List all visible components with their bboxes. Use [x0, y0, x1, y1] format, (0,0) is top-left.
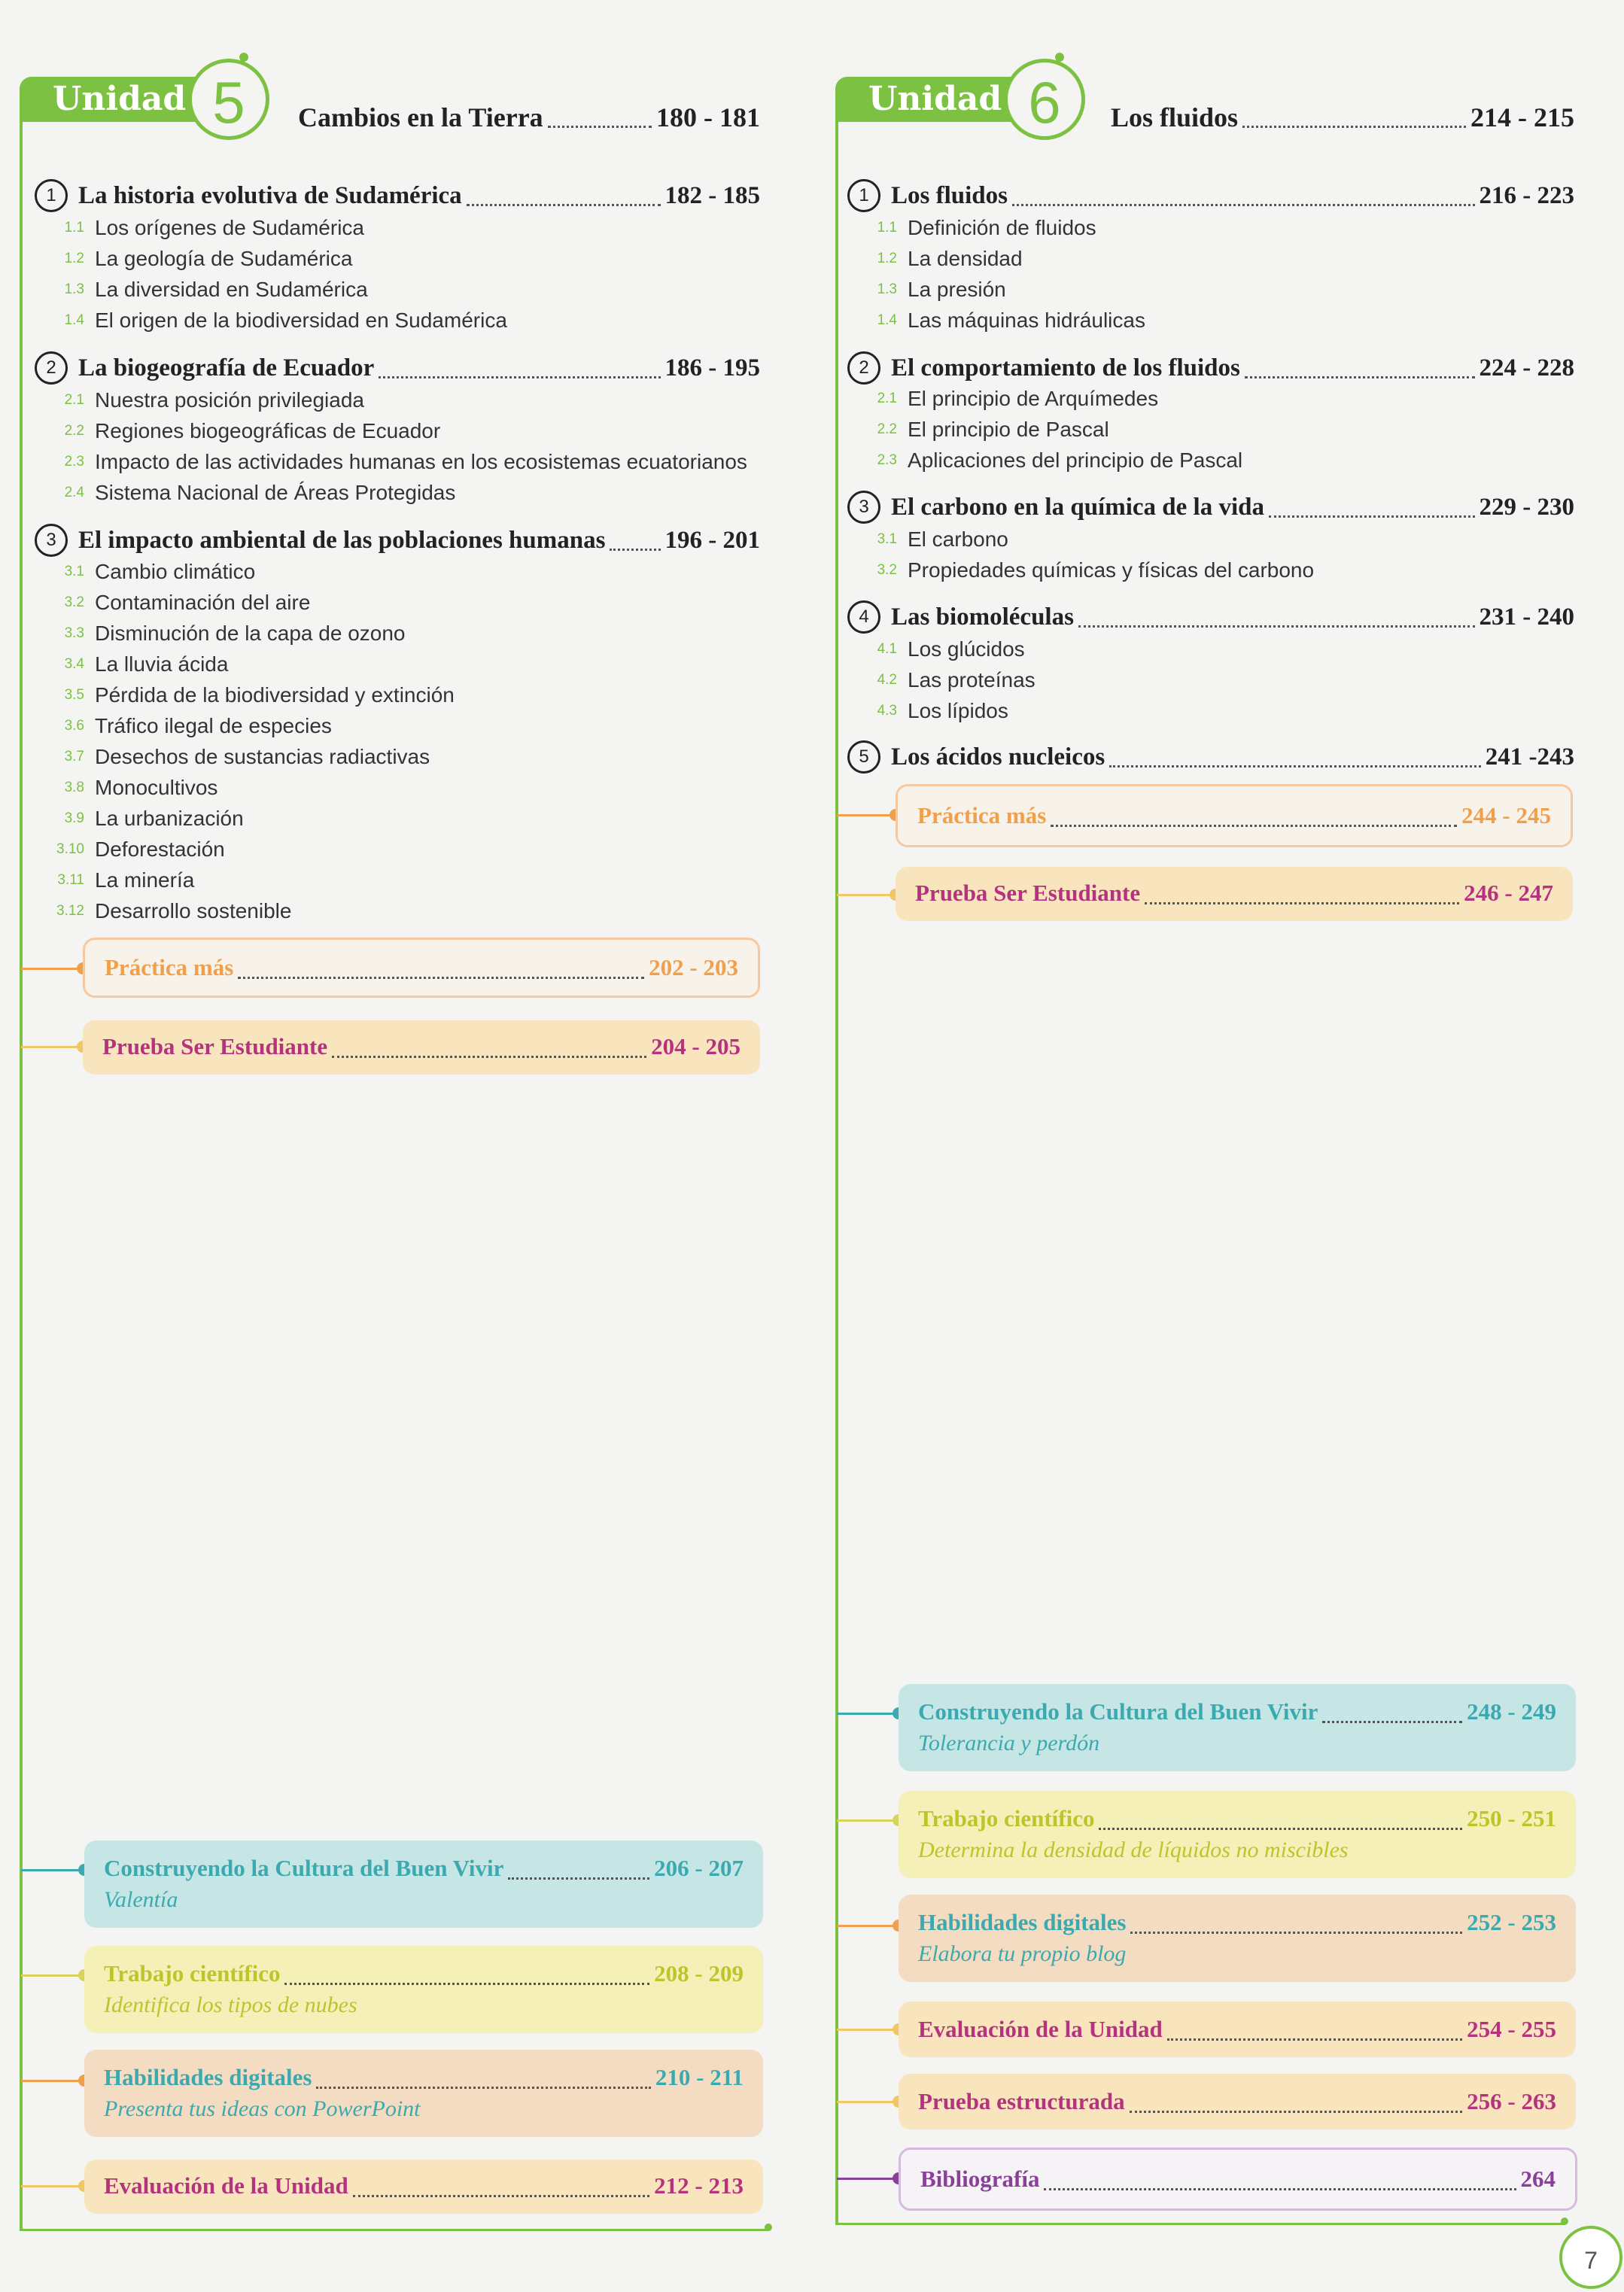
lesson-title: La biogeografía de Ecuador	[78, 354, 375, 381]
u6-lesson-1[interactable]	[847, 179, 1574, 212]
u6-cultura-box[interactable]	[899, 1684, 1576, 1771]
unit6-end-dot	[1561, 2218, 1568, 2225]
sub-number: 3.3	[64, 625, 84, 641]
u6-habilidades-box[interactable]	[899, 1895, 1576, 1982]
practica-pages: 202 - 203	[649, 954, 738, 980]
u5-trabajo-box[interactable]	[84, 1946, 763, 2033]
sub-title: Propiedades químicas y físicas del carbono	[908, 558, 1315, 582]
trabajo-subtitle: Identifica los tipos de nubes	[104, 1993, 357, 2017]
u6-sub[interactable]	[862, 384, 1158, 414]
dot-leader	[1078, 625, 1475, 628]
u5-sub[interactable]	[50, 649, 228, 679]
sub-number: 3.8	[64, 780, 84, 795]
lesson-number: 3	[35, 524, 68, 557]
u5-lesson-1[interactable]	[35, 179, 760, 212]
u5-sub[interactable]	[50, 385, 364, 415]
sub-number: 3.11	[57, 872, 84, 888]
trabajo-subtitle: Determina la densidad de líquidos no miscibles	[918, 1838, 1349, 1862]
u6-lesson-3[interactable]	[847, 491, 1574, 524]
sub-title: La diversidad en Sudamérica	[95, 278, 368, 301]
unit5-number: 5	[188, 59, 269, 140]
lesson-title: Los fluidos	[891, 181, 1008, 209]
u5-sub[interactable]	[50, 447, 747, 477]
sub-title: Pérdida de la biodiversidad y extinción	[95, 683, 455, 707]
sub-title: Tráfico ilegal de especies	[95, 714, 332, 737]
u6-sub[interactable]	[862, 275, 1006, 305]
sub-title: Impacto de las actividades humanas en los ecosistemas ecuatorianos	[95, 450, 747, 473]
connector-line	[21, 1046, 83, 1048]
lesson-number: 2	[847, 351, 880, 385]
lesson-title: Los ácidos nucleicos	[891, 743, 1105, 771]
connector-line	[21, 1869, 84, 1871]
connector-line	[21, 2185, 84, 2187]
sub-title: Desechos de sustancias radiactivas	[95, 745, 430, 768]
dot-leader	[379, 376, 660, 378]
u6-sub[interactable]	[862, 696, 1008, 726]
sub-title: Desarrollo sostenible	[95, 899, 292, 923]
prueba-title: Prueba Ser Estudiante	[102, 1033, 328, 1059]
dot-leader	[1051, 825, 1457, 827]
u6-lesson-5[interactable]	[847, 740, 1574, 774]
sub-title: Nuestra posición privilegiada	[95, 388, 364, 412]
u5-lesson-3[interactable]	[35, 524, 760, 557]
sub-number: 3.12	[56, 903, 84, 919]
lesson-pages: 229 - 230	[1479, 493, 1574, 521]
habilidades-subtitle: Presenta tus ideas con PowerPoint	[104, 2096, 421, 2121]
u5-sub[interactable]	[50, 834, 225, 865]
unit6-title-row[interactable]	[1111, 101, 1574, 134]
sub-title: Sistema Nacional de Áreas Protegidas	[95, 481, 456, 504]
sub-number: 2.2	[877, 421, 897, 437]
dot-leader	[316, 2087, 650, 2089]
u6-trabajo-box[interactable]	[899, 1791, 1576, 1878]
u6-bibliografia-box[interactable]	[899, 2148, 1577, 2211]
evaluacion-pages: 212 - 213	[654, 2172, 744, 2199]
u6-estructurada-box[interactable]	[899, 2074, 1576, 2129]
dot-leader	[610, 549, 660, 551]
u5-cultura-box[interactable]	[84, 1841, 763, 1928]
dot-leader	[1109, 765, 1481, 768]
sub-number: 3.2	[877, 562, 897, 578]
sub-number: 1.4	[64, 312, 84, 328]
sub-title: El principio de Pascal	[908, 418, 1109, 441]
sub-number: 1.2	[877, 251, 897, 266]
trabajo-title: Trabajo científico	[918, 1805, 1095, 1831]
u5-sub[interactable]	[50, 478, 455, 508]
unit5-title-row[interactable]	[298, 101, 760, 134]
dot-leader	[1242, 126, 1466, 128]
cultura-subtitle: Valentía	[104, 1887, 178, 1912]
unit6-label: Unidad	[868, 80, 1002, 118]
u6-sub[interactable]	[862, 524, 1008, 555]
cultura-title: Construyendo la Cultura del Buen Vivir	[918, 1698, 1318, 1725]
sub-title: El origen de la biodiversidad en Sudamérica	[95, 309, 507, 332]
dot-leader	[1044, 2188, 1516, 2190]
practica-pages: 244 - 245	[1461, 802, 1551, 828]
habilidades-subtitle: Elabora tu propio blog	[918, 1941, 1127, 1966]
unit5-decor-dot	[239, 53, 248, 62]
sub-title: Contaminación del aire	[95, 591, 311, 614]
u5-sub[interactable]	[50, 896, 291, 926]
cultura-subtitle: Tolerancia y perdón	[918, 1731, 1100, 1755]
u5-sub[interactable]	[50, 711, 332, 741]
u6-lesson-2[interactable]	[847, 351, 1574, 385]
u6-sub[interactable]	[862, 665, 1036, 695]
unit6-timeline	[835, 113, 838, 2224]
dot-leader	[284, 1983, 649, 1985]
sub-title: Disminución de la capa de ozono	[95, 622, 406, 645]
connector-line	[837, 1713, 899, 1715]
connector-line	[21, 968, 83, 970]
lesson-title: La historia evolutiva de Sudamérica	[78, 181, 462, 209]
dot-leader	[1145, 902, 1459, 904]
bibliografia-pages: 264	[1520, 2166, 1556, 2192]
connector-line	[837, 1819, 899, 1822]
lesson-title: El impacto ambiental de las poblaciones humanas	[78, 526, 606, 554]
lesson-number: 4	[847, 600, 880, 634]
connector-line	[837, 2101, 899, 2103]
dot-leader	[548, 126, 652, 128]
sub-number: 3.5	[64, 687, 84, 703]
dot-leader	[332, 1056, 646, 1058]
sub-number: 2.1	[877, 391, 897, 406]
sub-title: Los glúcidos	[908, 637, 1025, 661]
unit5-baseline	[20, 2229, 769, 2231]
u5-sub[interactable]	[50, 275, 368, 305]
u5-evaluacion-box[interactable]	[84, 2160, 763, 2214]
sub-number: 1.4	[877, 312, 897, 328]
cultura-pages: 206 - 207	[654, 1855, 744, 1881]
sub-number: 3.1	[877, 531, 897, 547]
cultura-pages: 248 - 249	[1467, 1698, 1556, 1725]
evaluacion-title: Evaluación de la Unidad	[104, 2172, 348, 2199]
u5-sub[interactable]	[50, 557, 255, 587]
u6-sub[interactable]	[862, 634, 1025, 664]
evaluacion-pages: 254 - 255	[1467, 2016, 1556, 2042]
u6-sub[interactable]	[862, 305, 1145, 336]
sub-number: 2.2	[64, 423, 84, 439]
sub-title: La densidad	[908, 247, 1023, 270]
sub-number: 1.1	[877, 220, 897, 236]
unit6-decor-dot	[1055, 53, 1064, 62]
lesson-number: 1	[35, 179, 68, 212]
unit5-label: Unidad	[53, 80, 187, 118]
sub-number: 4.3	[877, 703, 897, 719]
habilidades-pages: 252 - 253	[1467, 1909, 1556, 1935]
lesson-pages: 216 - 223	[1479, 181, 1574, 209]
sub-number: 1.3	[64, 281, 84, 297]
lesson-number: 1	[847, 179, 880, 212]
practica-title: Práctica más	[105, 954, 234, 980]
unit5-title: Cambios en la Tierra	[298, 102, 543, 132]
u6-evaluacion-box[interactable]	[899, 2002, 1576, 2057]
u5-sub[interactable]	[50, 804, 244, 834]
sub-number: 3.6	[64, 718, 84, 734]
unit5-timeline	[20, 113, 23, 2231]
sub-title: Aplicaciones del principio de Pascal	[908, 448, 1243, 472]
lesson-pages: 224 - 228	[1479, 354, 1574, 381]
cultura-title: Construyendo la Cultura del Buen Vivir	[104, 1855, 504, 1881]
u5-sub[interactable]	[50, 588, 310, 618]
sub-title: Las proteínas	[908, 668, 1036, 692]
lesson-pages: 231 - 240	[1479, 603, 1574, 631]
u5-sub[interactable]	[50, 416, 440, 446]
lesson-pages: 196 - 201	[665, 526, 760, 554]
dot-leader	[1245, 376, 1475, 378]
sub-title: Cambio climático	[95, 560, 256, 583]
sub-title: El carbono	[908, 527, 1008, 551]
u5-sub[interactable]	[50, 619, 405, 649]
prueba-pages: 204 - 205	[651, 1033, 741, 1059]
lesson-number: 2	[35, 351, 68, 385]
dot-leader	[1012, 204, 1475, 206]
u6-practica-box[interactable]	[896, 784, 1573, 847]
sub-number: 3.4	[64, 656, 84, 672]
u6-sub[interactable]	[862, 445, 1242, 476]
trabajo-pages: 250 - 251	[1467, 1805, 1556, 1831]
unit6-title: Los fluidos	[1111, 102, 1239, 132]
trabajo-pages: 208 - 209	[654, 1960, 744, 1987]
sub-number: 3.9	[64, 810, 84, 826]
sub-number: 1.2	[64, 251, 84, 266]
u5-sub[interactable]	[50, 742, 430, 772]
connector-line	[837, 2029, 899, 2031]
dot-leader	[1130, 2111, 1463, 2113]
sub-number: 2.4	[64, 485, 84, 500]
lesson-title: El carbono en la química de la vida	[891, 493, 1264, 521]
estructurada-title: Prueba estructurada	[918, 2088, 1125, 2114]
practica-title: Práctica más	[917, 802, 1047, 828]
unit6-number: 6	[1004, 59, 1085, 140]
dot-leader	[1322, 1721, 1462, 1723]
sub-title: El principio de Arquímedes	[908, 387, 1159, 410]
dot-leader	[508, 1877, 649, 1880]
sub-number: 2.3	[64, 454, 84, 470]
u5-lesson-2[interactable]	[35, 351, 760, 385]
sub-title: Los orígenes de Sudamérica	[95, 216, 364, 239]
lesson-pages: 241 -243	[1485, 743, 1574, 771]
connector-line	[21, 1974, 84, 1977]
sub-number: 3.7	[64, 749, 84, 765]
connector-line	[837, 1925, 899, 1927]
page-number: 7	[1559, 2226, 1622, 2289]
u5-sub[interactable]	[50, 680, 455, 710]
dot-leader	[467, 204, 661, 206]
connector-line	[837, 814, 896, 816]
lesson-pages: 182 - 185	[665, 181, 760, 209]
u5-practica-box[interactable]	[83, 938, 760, 998]
sub-title: Deforestación	[95, 837, 225, 861]
dot-leader	[1269, 515, 1475, 518]
habilidades-title: Habilidades digitales	[104, 2064, 312, 2090]
trabajo-title: Trabajo científico	[104, 1960, 281, 1987]
u6-prueba-box[interactable]	[896, 867, 1573, 921]
u6-lesson-4[interactable]	[847, 600, 1574, 634]
sub-title: La geología de Sudamérica	[95, 247, 353, 270]
sub-title: La presión	[908, 278, 1006, 301]
sub-title: Los lípidos	[908, 699, 1008, 722]
sub-title: Definición de fluidos	[908, 216, 1096, 239]
u5-sub[interactable]	[50, 213, 364, 243]
unit6-baseline	[835, 2223, 1565, 2225]
sub-number: 3.2	[64, 594, 84, 610]
sub-title: Monocultivos	[95, 776, 218, 799]
dot-leader	[353, 2195, 649, 2197]
dot-leader	[1167, 2038, 1462, 2041]
prueba-title: Prueba Ser Estudiante	[915, 880, 1141, 906]
u5-sub[interactable]	[50, 244, 352, 274]
connector-line	[837, 894, 896, 896]
u5-sub[interactable]	[50, 865, 194, 895]
sub-number: 2.1	[64, 392, 84, 408]
bibliografia-title: Bibliografía	[920, 2166, 1040, 2192]
lesson-number: 3	[847, 491, 880, 524]
prueba-pages: 246 - 247	[1464, 880, 1553, 906]
evaluacion-title: Evaluación de la Unidad	[918, 2016, 1163, 2042]
u6-sub[interactable]	[862, 244, 1023, 274]
u5-sub[interactable]	[50, 773, 217, 803]
sub-title: La minería	[95, 868, 195, 892]
unit6-pages: 214 - 215	[1470, 102, 1574, 132]
lesson-title: El comportamiento de los fluidos	[891, 354, 1240, 381]
unit5-pages: 180 - 181	[656, 102, 760, 132]
sub-title: La urbanización	[95, 807, 244, 830]
u5-habilidades-box[interactable]	[84, 2050, 763, 2137]
sub-number: 1.1	[64, 220, 84, 236]
sub-title: Regiones biogeográficas de Ecuador	[95, 419, 441, 442]
dot-leader	[1130, 1932, 1462, 1934]
connector-line	[21, 2080, 84, 2082]
u6-sub[interactable]	[862, 415, 1109, 445]
dot-leader	[238, 977, 644, 979]
sub-title: La lluvia ácida	[95, 652, 229, 676]
habilidades-title: Habilidades digitales	[918, 1909, 1127, 1935]
lesson-title: Las biomoléculas	[891, 603, 1074, 631]
sub-number: 1.3	[877, 281, 897, 297]
u5-prueba-box[interactable]	[83, 1020, 760, 1075]
dot-leader	[1099, 1828, 1462, 1830]
lesson-pages: 186 - 195	[665, 354, 760, 381]
lesson-number: 5	[847, 740, 880, 774]
unit5-end-dot	[765, 2224, 772, 2231]
habilidades-pages: 210 - 211	[655, 2064, 744, 2090]
sub-number: 4.1	[877, 641, 897, 657]
u6-sub[interactable]	[862, 213, 1096, 243]
estructurada-pages: 256 - 263	[1467, 2088, 1556, 2114]
sub-number: 3.10	[56, 841, 84, 857]
u6-sub[interactable]	[862, 555, 1314, 585]
sub-number: 2.3	[877, 452, 897, 468]
sub-number: 3.1	[64, 564, 84, 579]
sub-title: Las máquinas hidráulicas	[908, 309, 1145, 332]
sub-number: 4.2	[877, 672, 897, 688]
u5-sub[interactable]	[50, 305, 507, 336]
connector-line	[837, 2178, 899, 2180]
